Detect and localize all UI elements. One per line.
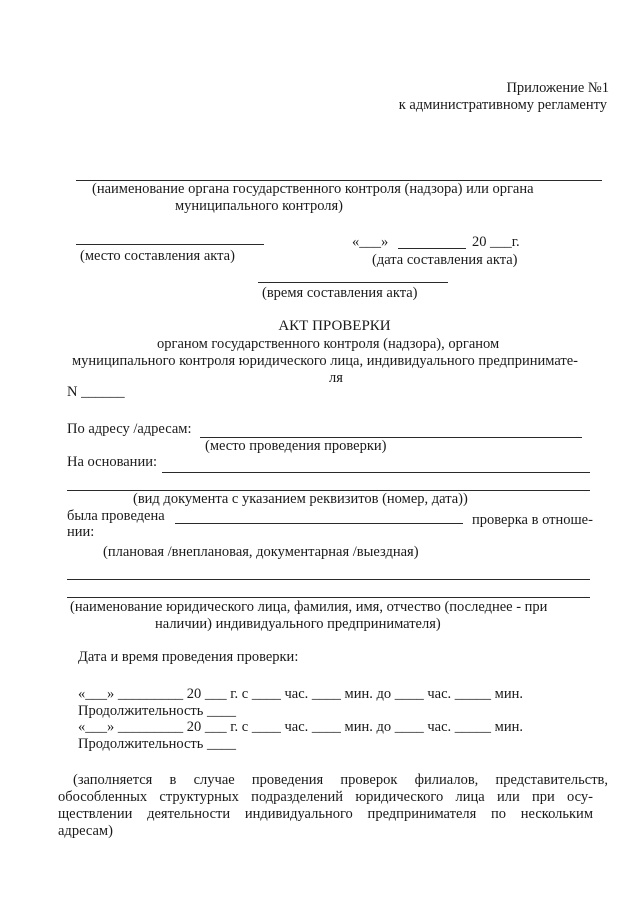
check-suffix: проверка в отноше- — [472, 512, 593, 528]
check-caption: (плановая /внеплановая, документарная /выездная) — [103, 544, 419, 560]
act-subtitle-line3: ля — [329, 370, 343, 386]
act-number: N ______ — [67, 384, 125, 400]
datetime-row-1[interactable]: «___» _________ 20 ___ г. с ____ час. ____ мин. до ____ час. _____ мин. — [78, 686, 523, 702]
date-month-line[interactable] — [398, 248, 466, 249]
check-suffix-cont: нии: — [67, 524, 95, 540]
datetime-row-2[interactable]: «___» _________ 20 ___ г. с ____ час. ____ мин. до ____ час. _____ мин. — [78, 719, 523, 735]
entity-line-2[interactable] — [67, 597, 590, 598]
address-label: По адресу /адресам: — [67, 421, 192, 437]
act-subtitle-line1: органом государственного контроля (надзора), органом — [157, 336, 500, 352]
basis-label: На основании: — [67, 454, 157, 470]
date-year-prefix: 20 — [472, 234, 487, 250]
basis-line[interactable] — [162, 472, 590, 473]
check-type-line[interactable] — [175, 523, 463, 524]
place-line[interactable] — [76, 244, 264, 245]
entity-caption: (наименование юридического лица, фамилия, имя, отчество (последнее - при — [70, 599, 548, 615]
address-caption: (место проведения проверки) — [205, 438, 387, 454]
entity-line[interactable] — [67, 579, 590, 580]
note-line-1: (заполняется в случае проведения проверок филиалов, представительств, — [73, 772, 608, 788]
time-line[interactable] — [258, 282, 448, 283]
org-name-caption: (наименование органа государственного контроля (надзора) или органа — [92, 181, 534, 197]
date-caption: (дата составления акта) — [372, 252, 518, 268]
basis-caption: (вид документа с указанием реквизитов (номер, дата)) — [133, 491, 468, 507]
note-line-3: ществлении деятельности индивидуального предпринимателя по нескольким — [58, 806, 593, 822]
appendix-number: Приложение №1 — [506, 80, 609, 96]
duration-1[interactable]: Продолжительность ____ — [78, 703, 237, 719]
check-label: была проведена — [67, 508, 165, 524]
duration-2[interactable]: Продолжительность ____ — [78, 736, 237, 752]
org-name-caption-cont: муниципального контроля) — [175, 198, 343, 214]
note-line-4: адресам) — [58, 823, 113, 839]
note-line-2: обособленных структурных подразделений юридического лица или при осу- — [58, 789, 593, 805]
entity-caption-cont: наличии) индивидуального предпринимателя) — [155, 616, 441, 632]
date-year-suffix: ___г. — [490, 234, 520, 250]
act-title: АКТ ПРОВЕРКИ — [278, 318, 391, 334]
regulation-reference: к административному регламенту — [398, 97, 607, 113]
time-caption: (время составления акта) — [262, 285, 418, 301]
datetime-heading: Дата и время проведения проверки: — [78, 649, 299, 665]
date-day: «___» — [352, 234, 389, 250]
act-subtitle-line2: муниципального контроля юридического лица, индивидуального предпринимате- — [72, 353, 578, 369]
place-caption: (место составления акта) — [80, 248, 235, 264]
